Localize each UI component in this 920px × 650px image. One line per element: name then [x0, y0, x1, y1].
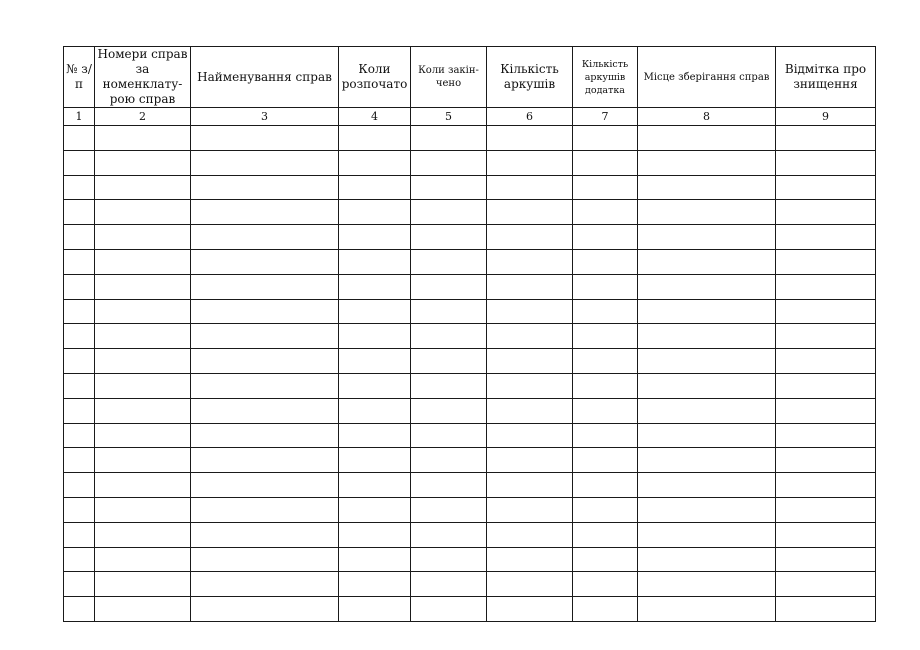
cell-sheet-count[interactable]	[487, 126, 573, 151]
cell-storage-place[interactable]	[638, 448, 776, 473]
cell-destruction-mark[interactable]	[776, 225, 876, 250]
cell-started[interactable]	[339, 324, 411, 349]
cell-appendix-sheet-count[interactable]	[573, 150, 638, 175]
cell-storage-place[interactable]	[638, 150, 776, 175]
cell-destruction-mark[interactable]	[776, 473, 876, 498]
cell-no[interactable]	[64, 299, 95, 324]
cell-finished[interactable]	[411, 547, 487, 572]
cell-started[interactable]	[339, 299, 411, 324]
cell-appendix-sheet-count[interactable]	[573, 497, 638, 522]
cell-appendix-sheet-count[interactable]	[573, 373, 638, 398]
table-row	[64, 126, 876, 151]
cell-case-numbers[interactable]	[95, 299, 191, 324]
cell-started[interactable]	[339, 423, 411, 448]
cell-no[interactable]	[64, 398, 95, 423]
table-row	[64, 547, 876, 572]
cell-destruction-mark[interactable]	[776, 373, 876, 398]
table-row	[64, 200, 876, 225]
cell-appendix-sheet-count[interactable]	[573, 522, 638, 547]
column-number: 8	[638, 108, 776, 126]
column-number-row	[64, 108, 876, 126]
cell-no[interactable]	[64, 448, 95, 473]
cell-case-title[interactable]	[191, 150, 339, 175]
cell-started[interactable]	[339, 398, 411, 423]
cell-no[interactable]	[64, 572, 95, 597]
cell-finished[interactable]	[411, 274, 487, 299]
cell-case-numbers[interactable]	[95, 150, 191, 175]
column-number: 4	[339, 108, 411, 126]
header-storage-place: Місце зберігання справ	[638, 47, 776, 108]
cell-storage-place[interactable]	[638, 373, 776, 398]
cell-sheet-count[interactable]	[487, 497, 573, 522]
cell-sheet-count[interactable]	[487, 522, 573, 547]
cell-case-numbers[interactable]	[95, 349, 191, 374]
table-row	[64, 423, 876, 448]
cell-no[interactable]	[64, 200, 95, 225]
cell-started[interactable]	[339, 572, 411, 597]
cell-destruction-mark[interactable]	[776, 249, 876, 274]
register-sheet	[63, 46, 875, 610]
cell-finished[interactable]	[411, 324, 487, 349]
cell-finished[interactable]	[411, 572, 487, 597]
cell-destruction-mark[interactable]	[776, 522, 876, 547]
cell-sheet-count[interactable]	[487, 274, 573, 299]
cell-appendix-sheet-count[interactable]	[573, 423, 638, 448]
cell-finished[interactable]	[411, 597, 487, 622]
cell-case-title[interactable]	[191, 225, 339, 250]
cell-storage-place[interactable]	[638, 423, 776, 448]
cell-case-title[interactable]	[191, 373, 339, 398]
cell-finished[interactable]	[411, 200, 487, 225]
cell-destruction-mark[interactable]	[776, 175, 876, 200]
cell-destruction-mark[interactable]	[776, 448, 876, 473]
cell-destruction-mark[interactable]	[776, 299, 876, 324]
cell-case-numbers[interactable]	[95, 274, 191, 299]
cell-case-title[interactable]	[191, 274, 339, 299]
cell-storage-place[interactable]	[638, 200, 776, 225]
cell-case-numbers[interactable]	[95, 547, 191, 572]
cell-started[interactable]	[339, 175, 411, 200]
cell-case-numbers[interactable]	[95, 200, 191, 225]
column-number: 7	[573, 108, 638, 126]
cell-started[interactable]	[339, 249, 411, 274]
cell-appendix-sheet-count[interactable]	[573, 547, 638, 572]
cell-storage-place[interactable]	[638, 349, 776, 374]
cell-no[interactable]	[64, 225, 95, 250]
cell-case-numbers[interactable]	[95, 249, 191, 274]
cell-case-numbers[interactable]	[95, 324, 191, 349]
cell-no[interactable]	[64, 497, 95, 522]
header-row	[64, 47, 876, 108]
cell-destruction-mark[interactable]	[776, 423, 876, 448]
cell-destruction-mark[interactable]	[776, 572, 876, 597]
cell-started[interactable]	[339, 473, 411, 498]
cell-case-title[interactable]	[191, 597, 339, 622]
table-row	[64, 572, 876, 597]
cell-started[interactable]	[339, 547, 411, 572]
cell-sheet-count[interactable]	[487, 299, 573, 324]
cell-case-title[interactable]	[191, 398, 339, 423]
cell-appendix-sheet-count[interactable]	[573, 572, 638, 597]
cell-finished[interactable]	[411, 473, 487, 498]
cell-destruction-mark[interactable]	[776, 200, 876, 225]
cell-destruction-mark[interactable]	[776, 150, 876, 175]
column-number: 9	[776, 108, 876, 126]
cell-appendix-sheet-count[interactable]	[573, 324, 638, 349]
cell-started[interactable]	[339, 274, 411, 299]
cell-destruction-mark[interactable]	[776, 349, 876, 374]
cell-appendix-sheet-count[interactable]	[573, 126, 638, 151]
cell-appendix-sheet-count[interactable]	[573, 349, 638, 374]
table-row	[64, 497, 876, 522]
cell-finished[interactable]	[411, 225, 487, 250]
table-row	[64, 349, 876, 374]
cell-sheet-count[interactable]	[487, 547, 573, 572]
cell-finished[interactable]	[411, 299, 487, 324]
cell-sheet-count[interactable]	[487, 249, 573, 274]
column-number: 2	[95, 108, 191, 126]
header-case-title: Найменування справ	[191, 47, 339, 108]
cell-no[interactable]	[64, 324, 95, 349]
cell-case-title[interactable]	[191, 349, 339, 374]
cell-finished[interactable]	[411, 448, 487, 473]
cell-sheet-count[interactable]	[487, 423, 573, 448]
cell-no[interactable]	[64, 150, 95, 175]
cell-appendix-sheet-count[interactable]	[573, 225, 638, 250]
case-register-table	[63, 46, 876, 622]
cell-appendix-sheet-count[interactable]	[573, 448, 638, 473]
cell-case-title[interactable]	[191, 497, 339, 522]
header-started: Коли розпочато	[339, 47, 411, 108]
cell-sheet-count[interactable]	[487, 349, 573, 374]
cell-no[interactable]	[64, 522, 95, 547]
cell-case-title[interactable]	[191, 249, 339, 274]
cell-no[interactable]	[64, 423, 95, 448]
cell-no[interactable]	[64, 473, 95, 498]
table-row	[64, 249, 876, 274]
cell-storage-place[interactable]	[638, 299, 776, 324]
cell-storage-place[interactable]	[638, 597, 776, 622]
cell-case-title[interactable]	[191, 299, 339, 324]
cell-no[interactable]	[64, 349, 95, 374]
cell-sheet-count[interactable]	[487, 175, 573, 200]
cell-no[interactable]	[64, 547, 95, 572]
cell-destruction-mark[interactable]	[776, 126, 876, 151]
cell-storage-place[interactable]	[638, 497, 776, 522]
cell-storage-place[interactable]	[638, 522, 776, 547]
cell-started[interactable]	[339, 225, 411, 250]
table-row	[64, 398, 876, 423]
cell-finished[interactable]	[411, 349, 487, 374]
cell-no[interactable]	[64, 597, 95, 622]
cell-started[interactable]	[339, 150, 411, 175]
cell-finished[interactable]	[411, 175, 487, 200]
cell-started[interactable]	[339, 597, 411, 622]
cell-finished[interactable]	[411, 398, 487, 423]
table-row	[64, 373, 876, 398]
cell-case-numbers[interactable]	[95, 597, 191, 622]
cell-destruction-mark[interactable]	[776, 597, 876, 622]
cell-destruction-mark[interactable]	[776, 547, 876, 572]
cell-storage-place[interactable]	[638, 175, 776, 200]
cell-case-numbers[interactable]	[95, 497, 191, 522]
cell-storage-place[interactable]	[638, 249, 776, 274]
cell-storage-place[interactable]	[638, 126, 776, 151]
cell-appendix-sheet-count[interactable]	[573, 597, 638, 622]
cell-started[interactable]	[339, 448, 411, 473]
cell-case-title[interactable]	[191, 175, 339, 200]
register-body	[64, 126, 876, 622]
table-row	[64, 274, 876, 299]
cell-started[interactable]	[339, 200, 411, 225]
cell-appendix-sheet-count[interactable]	[573, 249, 638, 274]
cell-case-title[interactable]	[191, 324, 339, 349]
cell-case-numbers[interactable]	[95, 126, 191, 151]
cell-destruction-mark[interactable]	[776, 274, 876, 299]
cell-case-title[interactable]	[191, 200, 339, 225]
cell-finished[interactable]	[411, 126, 487, 151]
cell-storage-place[interactable]	[638, 398, 776, 423]
header-no: № з/п	[64, 47, 95, 108]
cell-case-numbers[interactable]	[95, 522, 191, 547]
cell-storage-place[interactable]	[638, 547, 776, 572]
cell-started[interactable]	[339, 497, 411, 522]
cell-case-numbers[interactable]	[95, 398, 191, 423]
cell-no[interactable]	[64, 126, 95, 151]
cell-sheet-count[interactable]	[487, 200, 573, 225]
cell-case-title[interactable]	[191, 423, 339, 448]
header-sheet-count: Кількість аркушів	[487, 47, 573, 108]
table-row	[64, 175, 876, 200]
cell-started[interactable]	[339, 373, 411, 398]
cell-no[interactable]	[64, 175, 95, 200]
cell-appendix-sheet-count[interactable]	[573, 398, 638, 423]
cell-storage-place[interactable]	[638, 274, 776, 299]
table-row	[64, 324, 876, 349]
cell-storage-place[interactable]	[638, 324, 776, 349]
cell-sheet-count[interactable]	[487, 324, 573, 349]
cell-finished[interactable]	[411, 150, 487, 175]
cell-sheet-count[interactable]	[487, 373, 573, 398]
cell-case-numbers[interactable]	[95, 225, 191, 250]
cell-sheet-count[interactable]	[487, 473, 573, 498]
cell-finished[interactable]	[411, 423, 487, 448]
cell-destruction-mark[interactable]	[776, 398, 876, 423]
cell-appendix-sheet-count[interactable]	[573, 200, 638, 225]
cell-case-numbers[interactable]	[95, 373, 191, 398]
cell-sheet-count[interactable]	[487, 572, 573, 597]
table-row	[64, 150, 876, 175]
cell-sheet-count[interactable]	[487, 597, 573, 622]
cell-finished[interactable]	[411, 249, 487, 274]
cell-case-numbers[interactable]	[95, 473, 191, 498]
cell-started[interactable]	[339, 522, 411, 547]
cell-case-numbers[interactable]	[95, 572, 191, 597]
header-case-numbers: Номери справ за номенклату-рою справ	[95, 47, 191, 108]
cell-case-title[interactable]	[191, 126, 339, 151]
cell-sheet-count[interactable]	[487, 225, 573, 250]
column-number: 6	[487, 108, 573, 126]
cell-case-title[interactable]	[191, 522, 339, 547]
cell-appendix-sheet-count[interactable]	[573, 299, 638, 324]
cell-case-title[interactable]	[191, 572, 339, 597]
header-destruction-mark: Відмітка про знищення	[776, 47, 876, 108]
cell-sheet-count[interactable]	[487, 150, 573, 175]
cell-case-numbers[interactable]	[95, 448, 191, 473]
cell-no[interactable]	[64, 249, 95, 274]
cell-no[interactable]	[64, 373, 95, 398]
table-row	[64, 473, 876, 498]
cell-appendix-sheet-count[interactable]	[573, 175, 638, 200]
cell-case-numbers[interactable]	[95, 175, 191, 200]
cell-no[interactable]	[64, 274, 95, 299]
column-number: 5	[411, 108, 487, 126]
table-row	[64, 225, 876, 250]
cell-appendix-sheet-count[interactable]	[573, 473, 638, 498]
cell-sheet-count[interactable]	[487, 448, 573, 473]
cell-storage-place[interactable]	[638, 225, 776, 250]
cell-storage-place[interactable]	[638, 572, 776, 597]
table-row	[64, 522, 876, 547]
cell-storage-place[interactable]	[638, 473, 776, 498]
table-row	[64, 448, 876, 473]
cell-started[interactable]	[339, 126, 411, 151]
table-row	[64, 299, 876, 324]
cell-started[interactable]	[339, 349, 411, 374]
header-finished: Коли закін-чено	[411, 47, 487, 108]
cell-finished[interactable]	[411, 522, 487, 547]
cell-case-title[interactable]	[191, 547, 339, 572]
header-appendix-sheet-count: Кількість аркушів додатка	[573, 47, 638, 108]
cell-finished[interactable]	[411, 373, 487, 398]
cell-sheet-count[interactable]	[487, 398, 573, 423]
cell-case-numbers[interactable]	[95, 423, 191, 448]
cell-case-title[interactable]	[191, 473, 339, 498]
column-number: 3	[191, 108, 339, 126]
column-number: 1	[64, 108, 95, 126]
cell-destruction-mark[interactable]	[776, 324, 876, 349]
cell-finished[interactable]	[411, 497, 487, 522]
cell-appendix-sheet-count[interactable]	[573, 274, 638, 299]
cell-case-title[interactable]	[191, 448, 339, 473]
table-row	[64, 597, 876, 622]
cell-destruction-mark[interactable]	[776, 497, 876, 522]
